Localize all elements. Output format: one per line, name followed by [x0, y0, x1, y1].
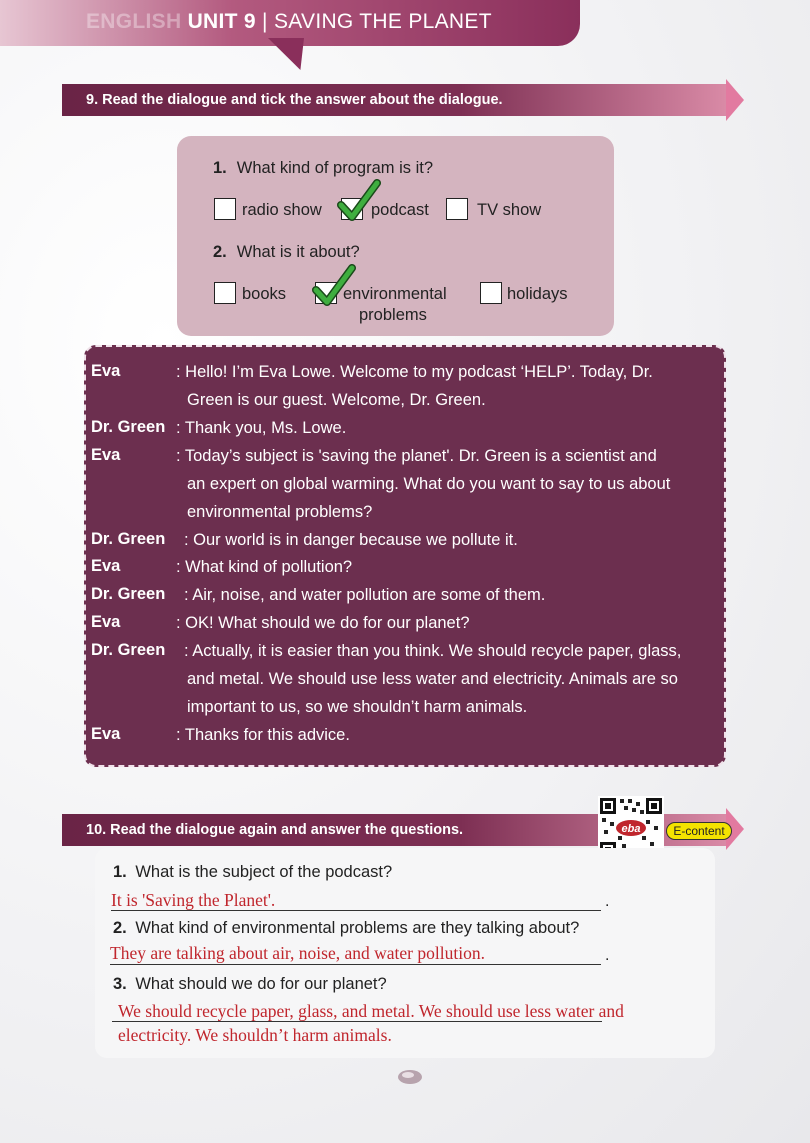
speaker-name: Eva [91, 725, 121, 743]
unit-title-text: SAVING THE PLANET [273, 10, 492, 33]
unit-prefix: ENGLISH [86, 10, 182, 33]
dialogue-line: important to us, so we shouldn’t harm animals. [187, 698, 528, 716]
section-9-banner [62, 84, 726, 116]
answer-question-1: 1. What is the subject of the podcast? [113, 863, 393, 881]
dialogue-line: : Hello! I’m Eva Lowe. Welcome to my podcast ‘HELP’. Today, Dr. [176, 363, 653, 381]
speaker-name: Dr. Green [91, 641, 166, 659]
answer-3-text-line-2: electricity. We shouldn’t harm animals. [118, 1025, 392, 1045]
answer-question-3: 3. What should we do for our planet? [113, 975, 387, 993]
dialogue-line: : Thanks for this advice. [176, 726, 350, 744]
speaker-name: Dr. Green [91, 585, 166, 603]
speaker-name: Eva [91, 362, 121, 380]
option-radio-show: radio show [242, 201, 322, 219]
speaker-name: Eva [91, 613, 121, 631]
e-content-button[interactable]: E-content [666, 822, 732, 840]
answer-3-text-line-1: We should recycle paper, glass, and metal. We should use less water and [118, 1001, 624, 1021]
answer-line [111, 910, 601, 911]
checkbox-tv-show[interactable] [446, 198, 468, 220]
speaker-name: Dr. Green [91, 530, 166, 548]
svg-text:eba: eba [621, 823, 641, 835]
dialogue-line: : What kind of pollution? [176, 558, 353, 576]
answer-2-text: They are talking about air, noise, and water pollution. [110, 943, 485, 963]
dialogue-line: : Our world is in danger because we pollute it. [184, 531, 518, 549]
option-holidays: holidays [507, 285, 568, 303]
unit-header-title [86, 10, 566, 34]
answer-line [112, 1021, 602, 1022]
option-tv-show: TV show [477, 201, 542, 219]
option-books: books [242, 285, 287, 303]
dialogue-line: an expert on global warming. What do you want to say to us about [187, 475, 671, 493]
answer-1-text: It is 'Saving the Planet'. [111, 890, 276, 910]
dialogue-line: environmental problems? [187, 503, 373, 521]
page-ornament-icon [396, 1066, 424, 1088]
dialogue-line: Green is our guest. Welcome, Dr. Green. [187, 391, 486, 409]
quiz-question-2: 2. What is it about? [213, 243, 360, 261]
dialogue-line: : Thank you, Ms. Lowe. [176, 419, 347, 437]
checkbox-books[interactable] [214, 282, 236, 304]
section-9-title: 9. Read the dialogue and tick the answer about the dialogue. [86, 92, 503, 108]
dialogue-line: : Today’s subject is 'saving the planet'. Dr. Green is a scientist and [176, 447, 657, 465]
answer-question-2: 2. What kind of environmental problems are they talking about? [113, 919, 580, 937]
answer-line [110, 964, 601, 965]
dialogue-line: and metal. We should use less water and electricity. Animals are so [187, 670, 678, 688]
speaker-name: Dr. Green [91, 418, 166, 436]
option-problems: problems [359, 306, 427, 324]
checkbox-holidays[interactable] [480, 282, 502, 304]
speaker-name: Eva [91, 446, 121, 464]
option-podcast: podcast [371, 201, 429, 219]
answer-period: . [605, 893, 610, 910]
unit-separator: | [262, 10, 268, 33]
section-10-title: 10. Read the dialogue again and answer the questions. [86, 822, 464, 838]
unit-label: UNIT 9 [187, 10, 256, 33]
speaker-name: Eva [91, 557, 121, 575]
quiz-question-1: 1. What kind of program is it? [213, 159, 434, 177]
dialogue-line: : Actually, it is easier than you think. We should recycle paper, glass, [184, 642, 682, 660]
dialogue-line: : Air, noise, and water pollution are some of them. [184, 586, 546, 604]
checkbox-radio-show[interactable] [214, 198, 236, 220]
option-environmental: environmental [343, 285, 447, 303]
answer-period: . [605, 947, 610, 964]
dialogue-line: : OK! What should we do for our planet? [176, 614, 470, 632]
